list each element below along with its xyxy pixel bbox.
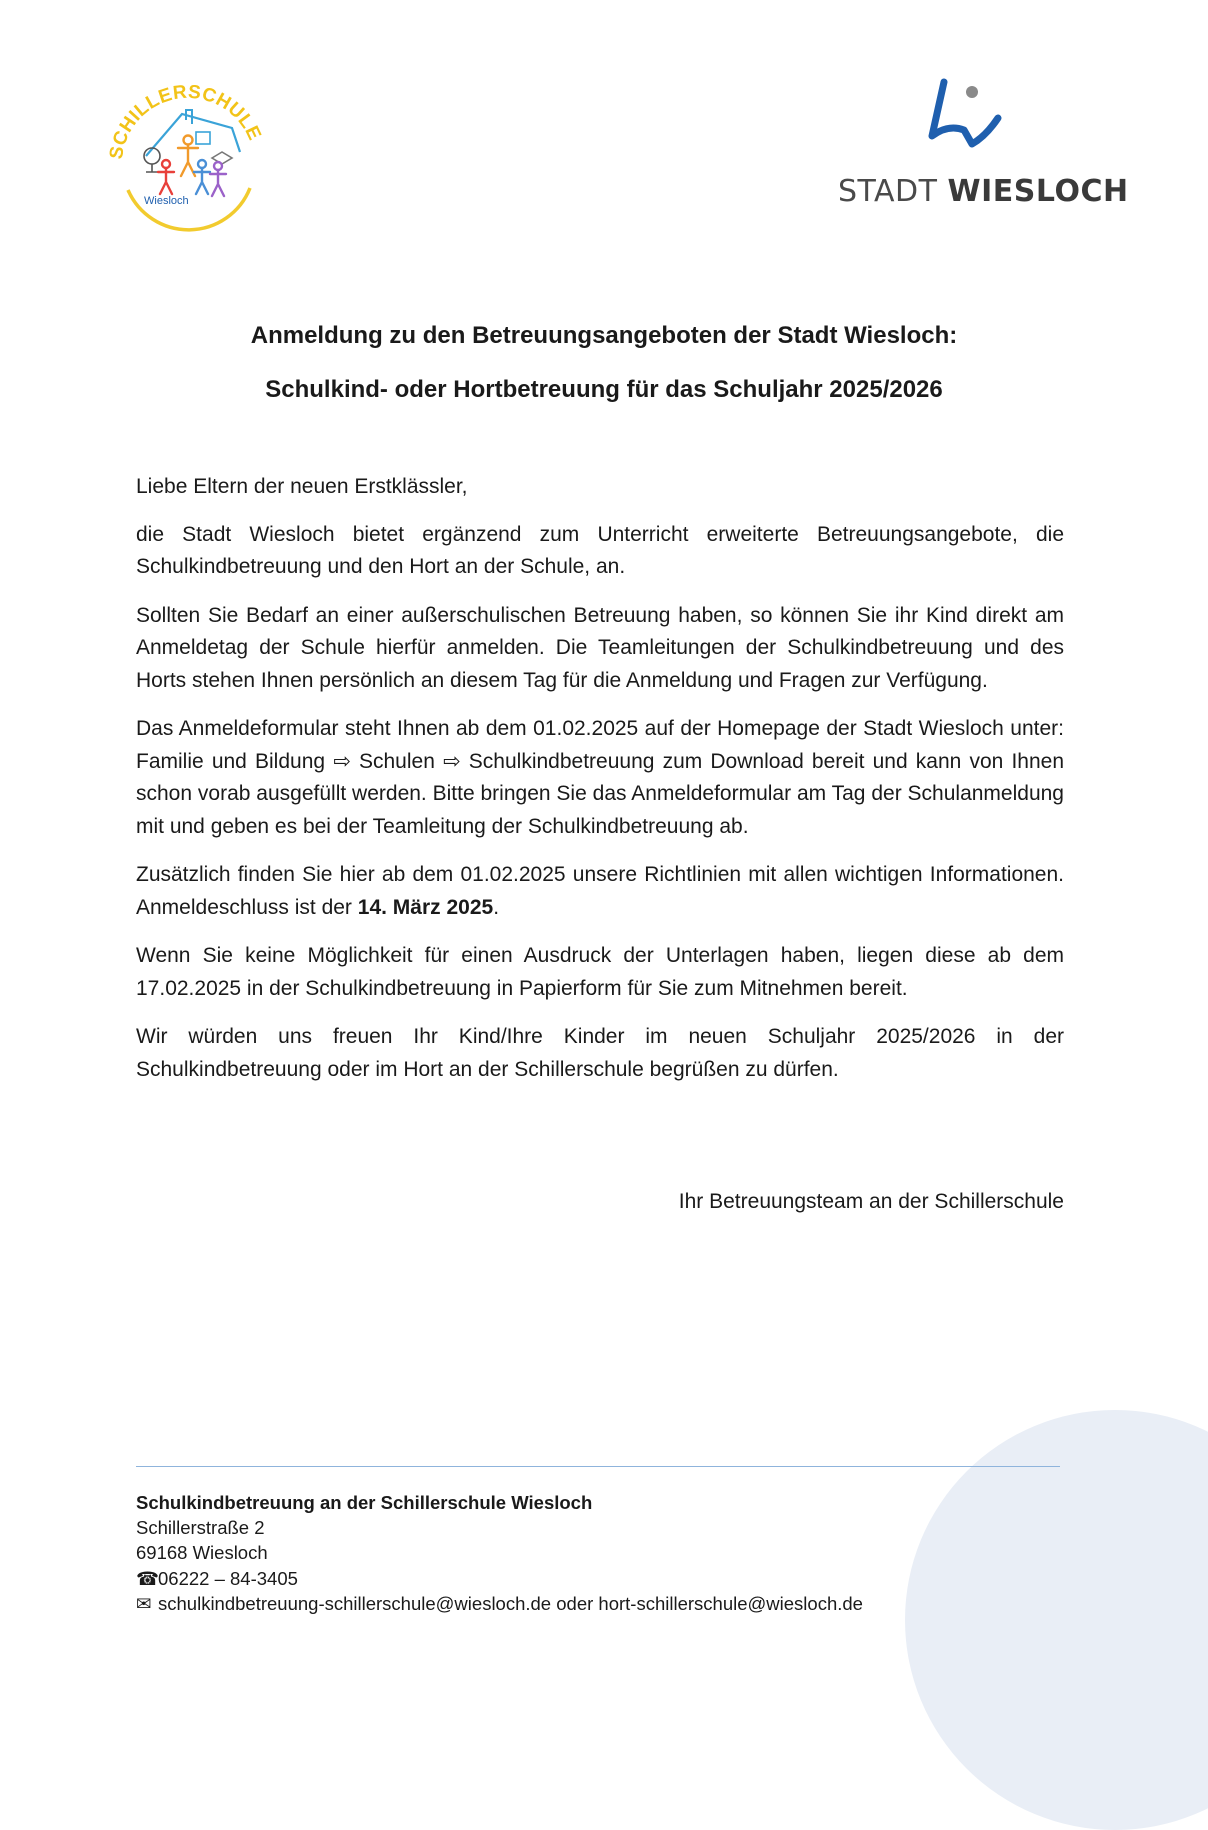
schillerschule-logo xyxy=(108,80,268,236)
heading-line-2: Schulkind- oder Hortbetreuung für das Schuljahr 2025/2026 xyxy=(265,376,943,403)
paragraph-1: die Stadt Wiesloch bietet ergänzend zum Unterricht erweiterte Betreuungsangebote, die Schulkindbetreuung und den Hort an der Schule, an. xyxy=(136,522,1064,578)
footer-org-name: Schulkindbetreuung an der Schillerschule Wiesloch xyxy=(136,1492,593,1513)
signature: Ihr Betreuungsteam an der Schillerschule xyxy=(678,1190,1064,1213)
deadline-date: 14. März 2025 xyxy=(357,895,494,919)
footer-phone-line xyxy=(136,1566,863,1591)
phone-icon: ☎ xyxy=(136,1567,160,1589)
footer-phone: 06222 – 84-3405 xyxy=(158,1567,298,1589)
footer-email-conj: oder xyxy=(556,1592,594,1614)
letter-body xyxy=(136,471,1064,1102)
p4-text-before: Zusätzlich finden Sie hier ab dem 01.02.2025 unsere Richtlinien mit allen wichtigen Informationen. Anmeldeschluss ist der xyxy=(136,863,1064,919)
p3-text-after: Schulkindbetreuung zum Download bereit und kann von Ihnen schon vorab ausgefüllt werden. Bitte bringen Sie das Anmeldeformular am Tag der Schulanmeldung mit und geben es bei der Teamleitung der Schulkindbetreuung ab. xyxy=(136,749,1065,838)
footer-street: Schillerstraße 2 xyxy=(136,1517,265,1539)
p3-text-before: Das Anmeldeformular steht Ihnen ab dem 01.02.2025 auf der Homepage der Stadt Wiesloch unter: Familie und Bildung xyxy=(136,717,1064,773)
paragraph-6: Wir würden uns freuen Ihr Kind/Ihre Kinder im neuen Schuljahr 2025/2026 in der Schulkindbetreuung oder im Hort an der Schillerschule begrüßen zu dürfen. xyxy=(136,1025,1064,1081)
p4-text-after: . xyxy=(493,895,500,919)
stadt-wiesloch-logo xyxy=(838,78,1129,213)
greeting: Liebe Eltern der neuen Erstklässler, xyxy=(136,475,468,498)
mail-icon: ✉ xyxy=(136,1592,152,1614)
footer-email-1[interactable]: schulkindbetreuung-schillerschule@wiesloch.de xyxy=(158,1592,552,1614)
schillerschule-logo-graphic xyxy=(108,80,268,236)
footer-email-line xyxy=(136,1591,863,1616)
decorative-corner-circle xyxy=(905,1410,1208,1830)
heading-line-1: Anmeldung zu den Betreuungsangeboten der Stadt Wiesloch: xyxy=(250,322,958,349)
paragraph-4 xyxy=(136,859,1064,924)
paragraph-5: Wenn Sie keine Möglichkeit für einen Ausdruck der Unterlagen haben, liegen diese ab dem 17.02.2025 in der Schulkindbetreuung in Papierform für Sie zum Mitnehmen bereit. xyxy=(136,944,1064,1000)
footer-divider xyxy=(136,1466,1060,1467)
footer-city: 69168 Wiesloch xyxy=(136,1542,268,1564)
city-name-bold: WIESLOCH xyxy=(947,174,1129,209)
footer-contact xyxy=(136,1490,863,1616)
footer-email-2[interactable]: hort-schillerschule@wiesloch.de xyxy=(598,1592,863,1614)
p3-text-mid: Schulen xyxy=(358,749,435,773)
arrow-right-icon: ⇨ xyxy=(443,749,461,773)
school-town-text: Wiesloch xyxy=(144,195,189,207)
city-prefix: STADT xyxy=(838,174,938,209)
city-logo-mark-icon xyxy=(918,78,1008,164)
school-arc-text: SCHILLERSCHULE xyxy=(108,81,265,161)
paragraph-2: Sollten Sie Bedarf an einer außerschulischen Betreuung haben, so können Sie ihr Kind direkt am Anmeldetag der Schule hierfür anmelden. Die Teamleitungen der Schulkindbetreuung und des Horts stehen Ihnen persönlich an diesem Tag für die Anmeldung und Fragen zur Verfügung. xyxy=(136,603,1064,692)
paragraph-3 xyxy=(136,713,1064,843)
city-name xyxy=(838,174,1129,209)
arrow-right-icon: ⇨ xyxy=(333,749,351,773)
